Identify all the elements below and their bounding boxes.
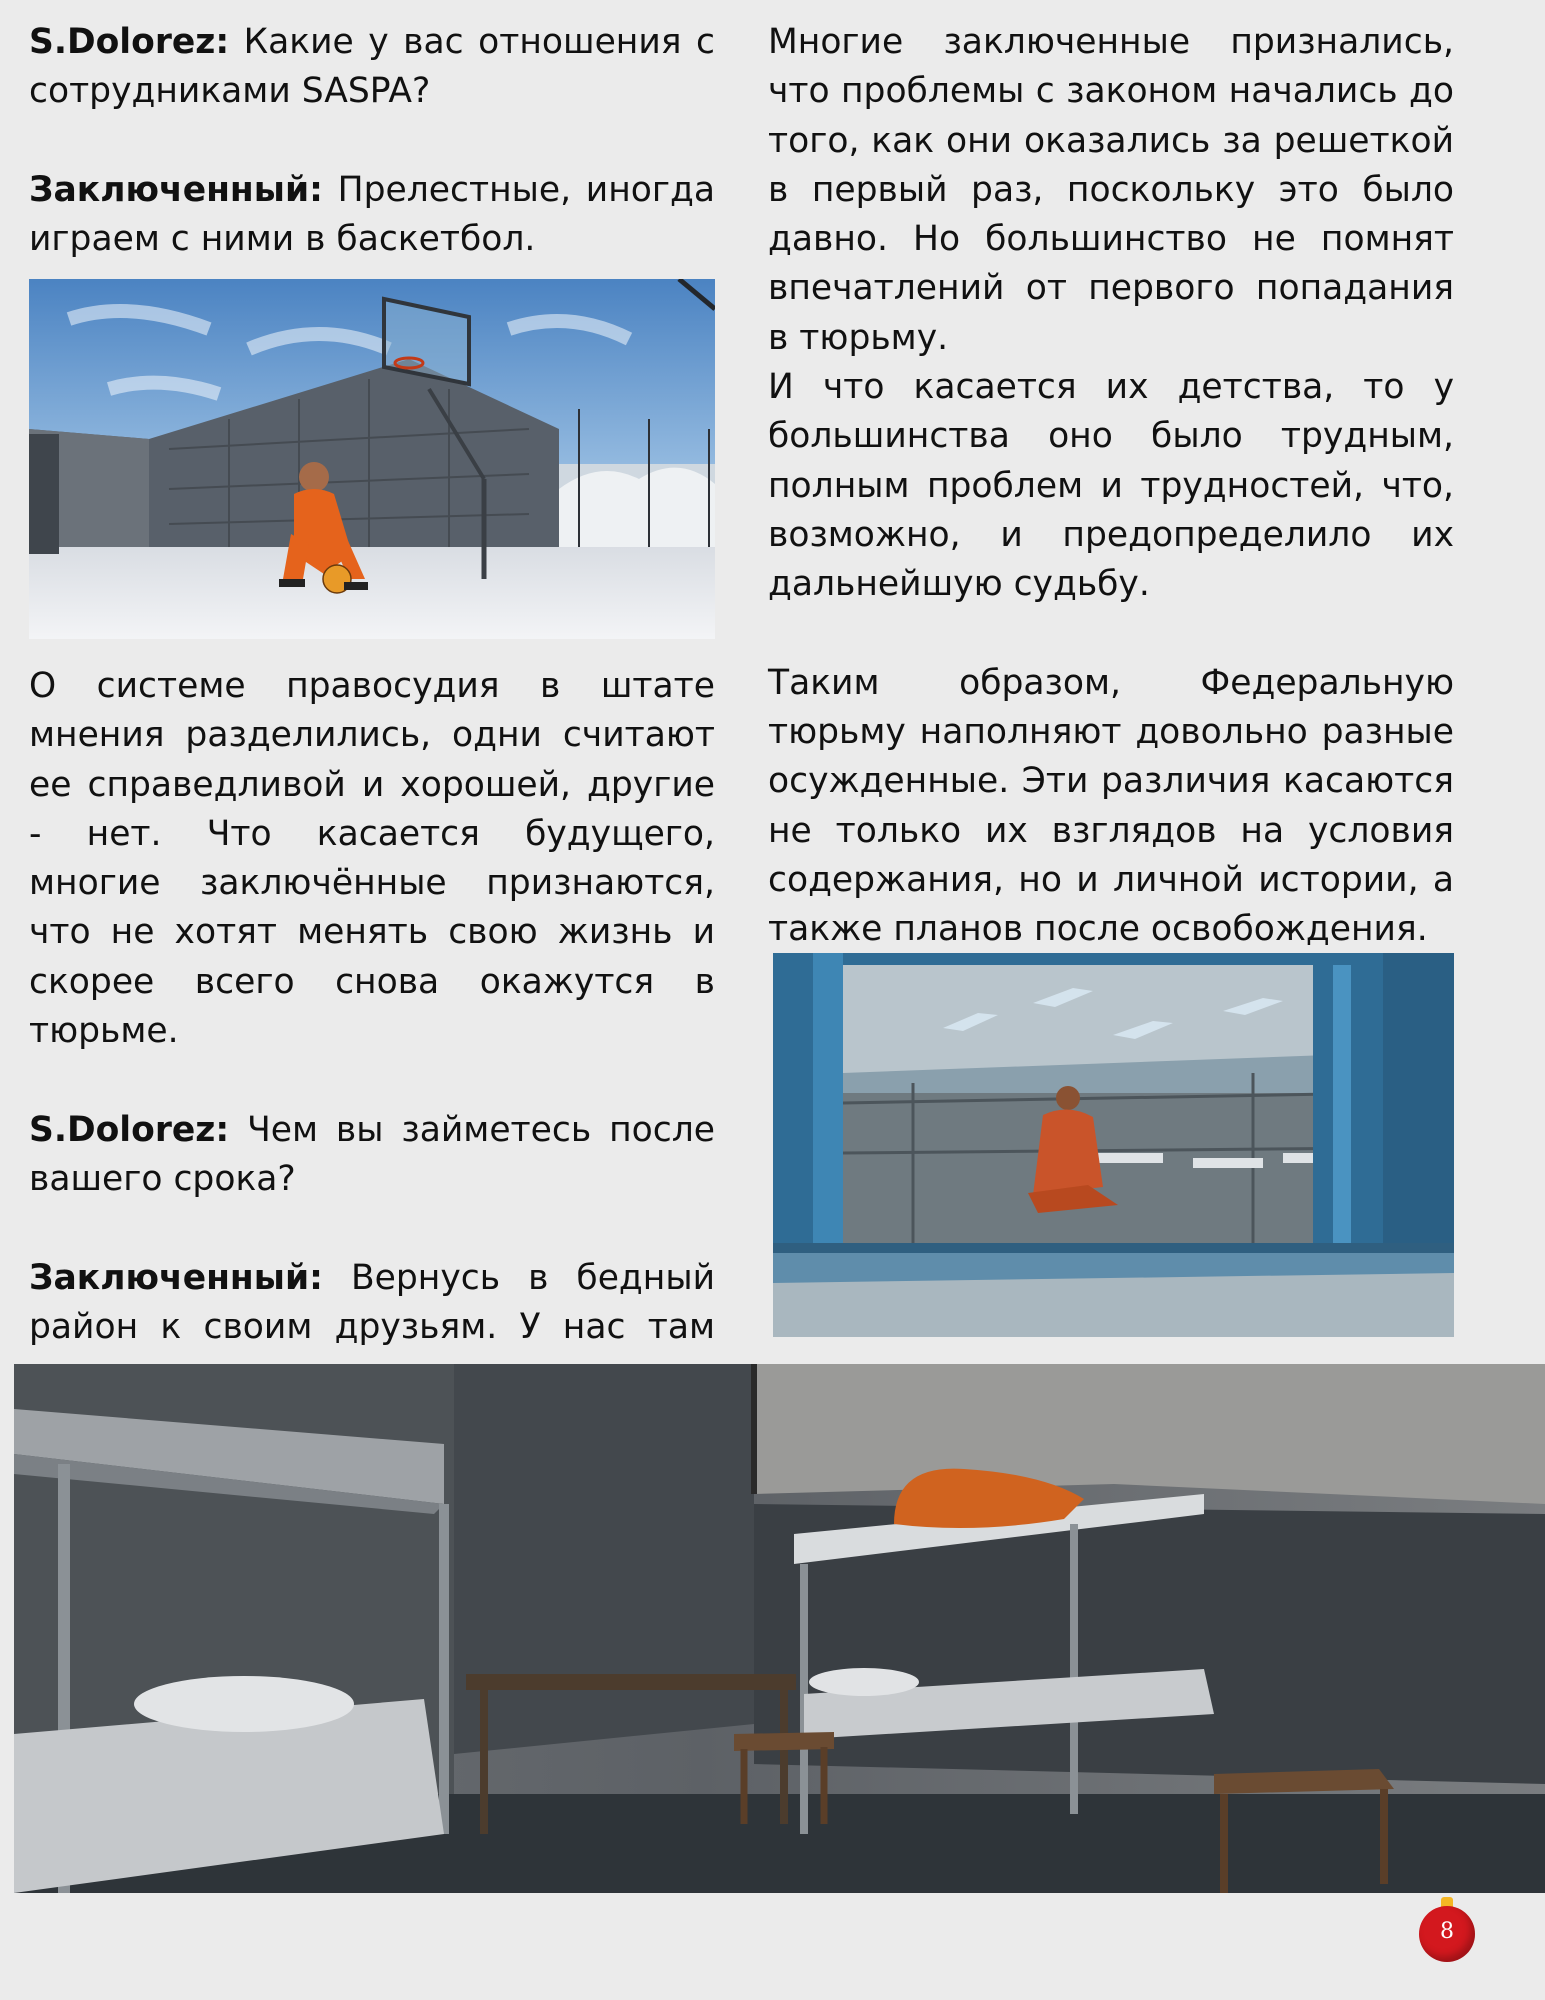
- speaker-label: Заключенный:: [29, 169, 323, 210]
- paragraph-conclusion: Таким образом, Федеральную тюрьму наполняют довольно разные осужденные. Эти различия касаются не только их взглядов на условия содержания, но и личной истории, а также планов после освобождения.: [768, 662, 1454, 950]
- question-text: Чем вы займетесь после вашего срока?: [29, 1109, 716, 1199]
- paragraph-childhood: И что касается их детства, то у большинства оно было трудным, полным проблем и трудностей, что, возможно, и предопределило их дальнейшую судьбу.: [768, 367, 1454, 605]
- basketball-yard-photo: [29, 279, 715, 639]
- speaker-label: Заключенный:: [29, 1257, 323, 1298]
- prison-cell-photo: [14, 1364, 1545, 1893]
- speaker-label: S.Dolorez:: [29, 1109, 230, 1150]
- paragraph-justice: О системе правосудия в штате мнения разделились, одни считают ее справедливой и хорошей, другие - нет. Что касается будущего, многие заключённые признаются, что не хотят менять свою жизнь и скорее всего снова окажутся в тюрьме.: [29, 666, 715, 1052]
- page-number-badge: [1419, 1906, 1475, 1962]
- answer-1: [29, 166, 715, 265]
- question-text: Какие у вас отношения с сотрудниками SASPA?: [29, 22, 715, 112]
- speaker-label: S.Dolorez:: [29, 22, 230, 62]
- prison-window-photo: [773, 953, 1454, 1337]
- paragraph-past: Многие заключенные признались, что проблемы с законом начались до того, как они оказались за решеткой в первый раз, поскольку это было давно. Но большинство не помнят впечатлений от первого попадания в тюрьму.: [768, 22, 1454, 358]
- left-column: [29, 18, 715, 264]
- page-number: 8: [1440, 1919, 1454, 1944]
- right-column: [768, 18, 1454, 955]
- question-2: [29, 1106, 715, 1205]
- answer-text: Прелестные, иногда играем с ними в баскетбол.: [29, 169, 715, 260]
- answer-text: Вернусь в бедный район к своим друзьям. У нас там: [29, 1257, 716, 1347]
- question-1: [29, 18, 715, 117]
- left-column-lower: [29, 662, 715, 1401]
